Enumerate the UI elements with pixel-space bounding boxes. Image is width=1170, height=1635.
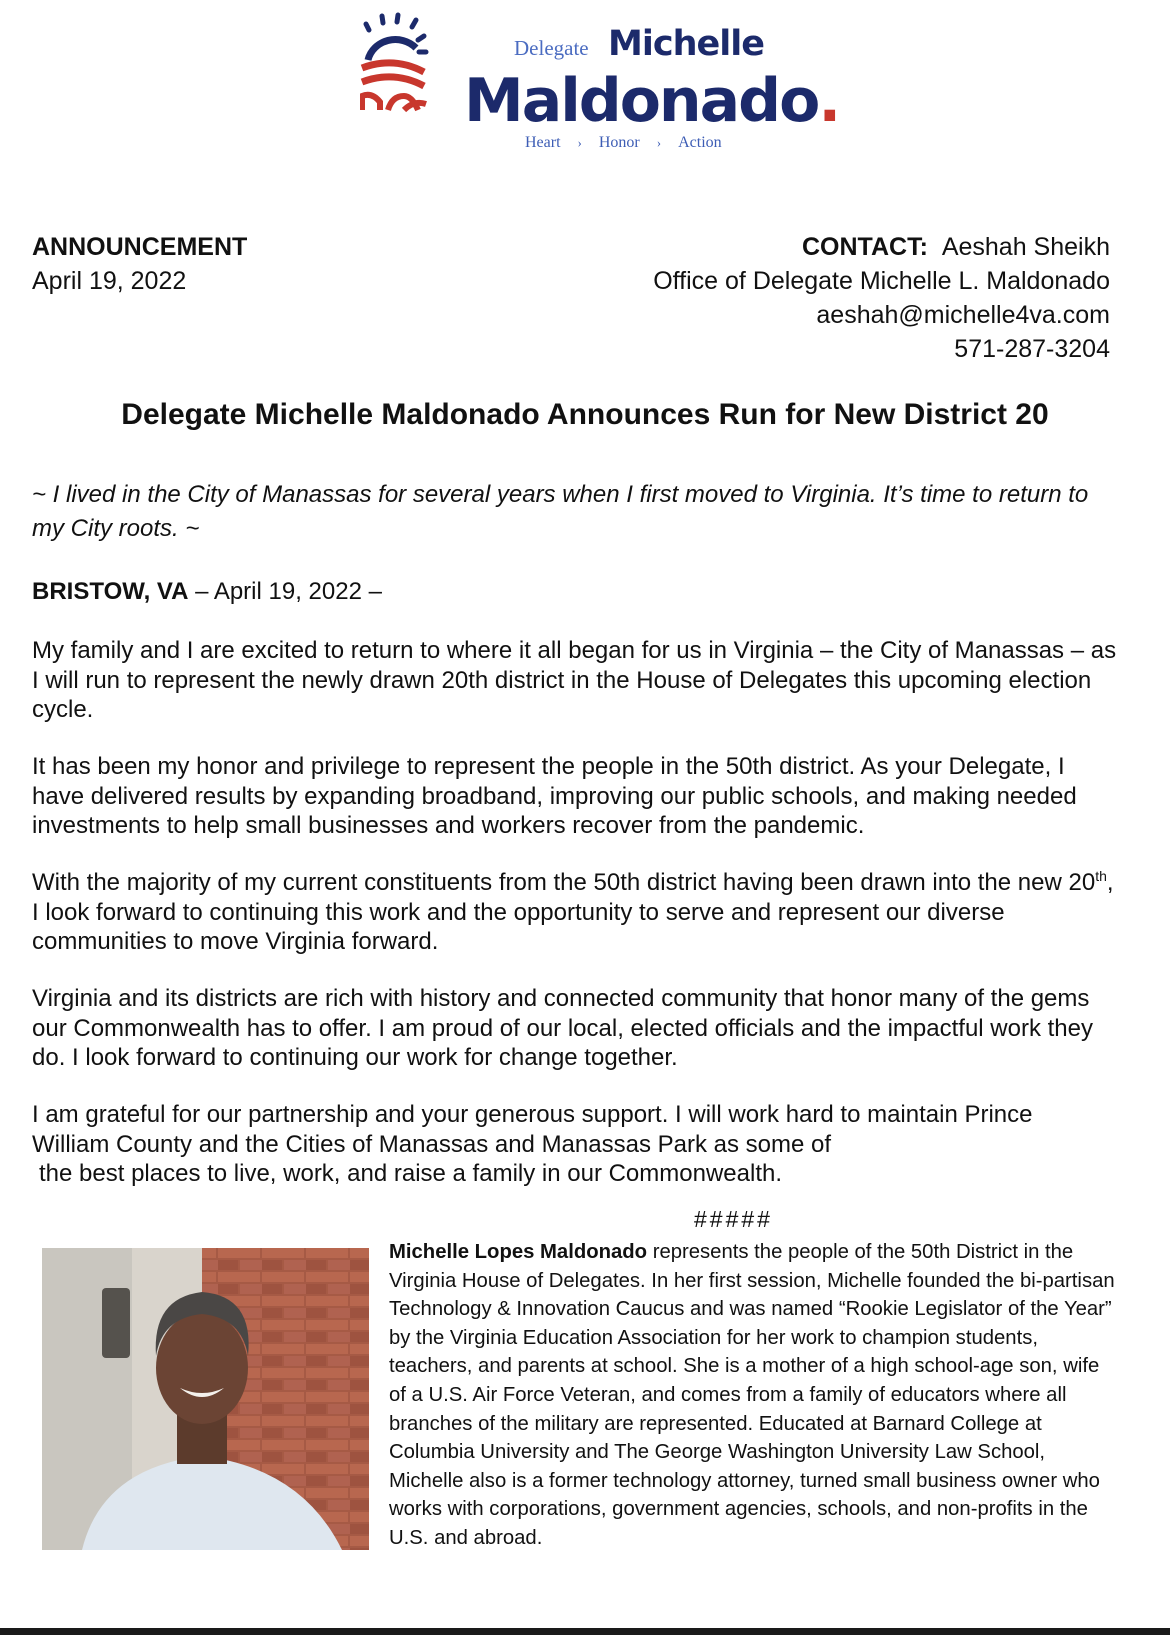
- tagline-heart: Heart: [525, 134, 561, 151]
- logo-tagline: [525, 134, 722, 152]
- paragraph-3-start: With the majority of my current constituents from the 50th district having been drawn into the new 20: [32, 869, 1096, 896]
- paragraph-3-end: , I look forward to continuing this work and the opportunity to serve and represent our diverse communities to move Virginia forward.: [32, 869, 1114, 955]
- announcement-block: [32, 230, 247, 298]
- chevron-right-icon: ›: [577, 135, 582, 150]
- logo-first-name: Michelle: [608, 24, 764, 64]
- bio-paragraph: [389, 1238, 1119, 1553]
- contact-phone: 571-287-3204: [954, 335, 1110, 363]
- contact-name: Aeshah Sheikh: [941, 233, 1110, 261]
- logo-last-name: [464, 66, 839, 136]
- tagline-honor: Honor: [598, 134, 640, 151]
- contact-email[interactable]: aeshah@michelle4va.com: [816, 301, 1110, 329]
- paragraph-5-line-3: the best places to live, work, and raise a family in our Commonwealth.: [39, 1160, 783, 1187]
- portrait-photo: [42, 1248, 369, 1550]
- contact-line: [653, 230, 1110, 264]
- chevron-right-icon: ›: [656, 135, 662, 150]
- bio-text: represents the people of the 50th District in the Virginia House of Delegates. In her first session, Michelle founded the bi-partisan Technology & Innovation Caucus and was named “Rookie Legislator of the Year” by the Virginia Education Association for her work to champion students, teachers, and parents at school. She is a mother of a high school-age son, wife of a U.S. Air Force Veteran, and comes from a family of educators where all branches of the military are represented. Educated at Barnard College at Columbia University and The George Washington University Law School, Michelle also is a former technology attorney, turned small business owner who works with corporations, government agencies, schools, and non-profits in the U.S. and abroad.: [389, 1241, 1115, 1549]
- dateline-place: BRISTOW, VA: [32, 578, 189, 605]
- contact-office: Office of Delegate Michelle L. Maldonado: [653, 267, 1110, 295]
- paragraph-5-line-2: William County and the Cities of Manassas and Manassas Park as some of: [32, 1130, 832, 1158]
- dateline-date: – April 19, 2022 –: [188, 578, 382, 605]
- body-paragraph-4: Virginia and its districts are rich with history and connected community that honor many of the gems our Commonwealth has to offer. I am proud of our local, elected officials and the impactful work they do. I look forward to continuing our work for change together.: [32, 985, 1094, 1071]
- bio-name: Michelle Lopes Maldonado: [389, 1241, 648, 1263]
- contact-block: [653, 230, 1110, 366]
- dateline: [32, 578, 382, 606]
- logo-delegate-word: Delegate: [514, 36, 589, 60]
- campaign-logo: [360, 10, 840, 160]
- body-paragraph-2: It has been my honor and privilege to represent the people in the 50th district. As your Delegate, I have delivered results by expanding broadband, improving our public schools, and making needed investments to help small businesses and workers recover from the pandemic.: [32, 753, 1077, 839]
- paragraph-3-superscript: th: [1095, 868, 1107, 884]
- announcement-label: ANNOUNCEMENT: [32, 233, 248, 261]
- bottom-border: [0, 1628, 1170, 1635]
- press-release-subhead: ~ I lived in the City of Manassas for several years when I first moved to Virginia. It’s time to return to my City roots. ~: [32, 481, 1089, 542]
- press-release-title: Delegate Michelle Maldonado Announces Run for New District 20: [121, 398, 1049, 431]
- logo-last-name-text: Maldonado: [464, 66, 819, 136]
- end-mark: #####: [694, 1206, 773, 1232]
- body-paragraph-5: [32, 1100, 1112, 1189]
- contact-label: CONTACT:: [802, 233, 928, 261]
- body-paragraph-3: [32, 868, 1122, 957]
- announcement-date: April 19, 2022: [32, 267, 187, 295]
- tagline-action: Action: [678, 134, 722, 151]
- body-paragraph-1: My family and I are excited to return to where it all began for us in Virginia – the City of Manassas – as I will run to represent the newly drawn 20th district in the House of Delegates this upcoming election cycle.: [32, 637, 1117, 723]
- sunrise-logo-icon: [360, 10, 440, 120]
- paragraph-5-line-1: I am grateful for our partnership and your generous support. I will work hard to maintain Prince: [32, 1101, 1033, 1128]
- logo-dot: .: [818, 66, 840, 136]
